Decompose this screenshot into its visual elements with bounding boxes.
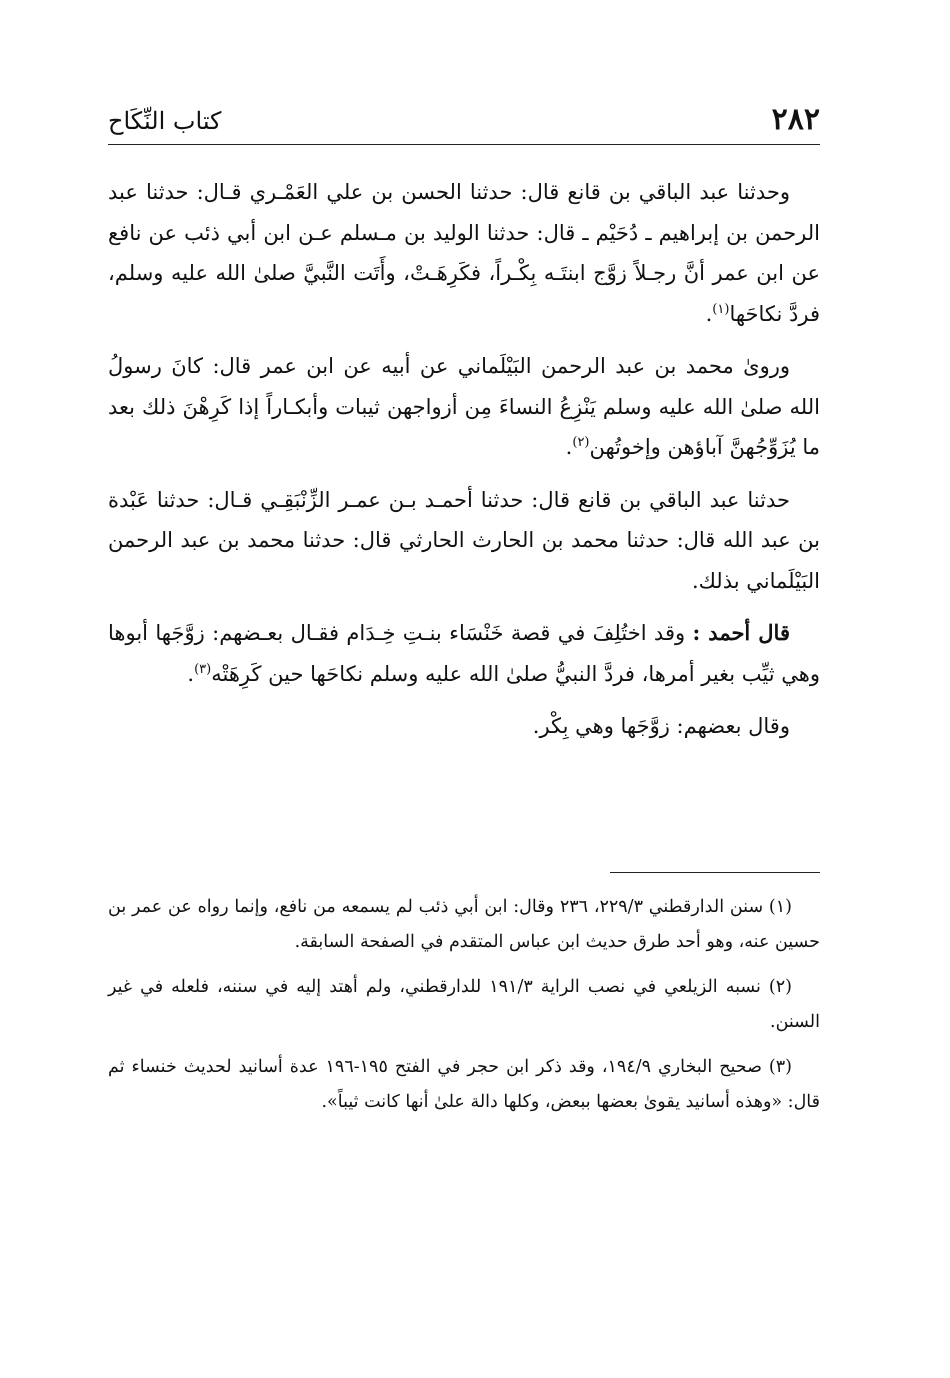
paragraph-text: وحدثنا عبد الباقي بن قانع قال: حدثنا الحسن بن علي العَمْـري قـال: حدثنا عبد الرحمن بن إبراهيم ـ دُحَيْم ـ قال: حدثنا الوليد بن مـسلم عـن ابن أبي ذئب عن نافع عن ابن عمر أنَّ رجـلاً زوَّج ابنتَـه بِكْـراً، فكَرِهَـتْ، وأَتَت النَّبيَّ صلىٰ الله عليه وسلم، فردَّ نكاحَها [108, 180, 820, 326]
footnote-ref-1[interactable]: (١) [712, 301, 730, 317]
paragraph-5 [108, 706, 820, 747]
footnote-3: (٣) صحيح البخاري ١٩٤/٩، وقد ذكر ابن حجر في الفتح ١٩٥-١٩٦ عدة أسانيد لحديث خنساء ثم قال: «وهذه أسانيد يقویٰ بعضها ببعض، وكلها دالة علىٰ أنها كانت ثيباً». [108, 1057, 820, 1112]
paragraph-1 [108, 172, 820, 334]
footnote-separator [610, 872, 820, 873]
paragraph-2 [108, 346, 820, 468]
paragraph-text: حدثنا عبد الباقي بن قانع قال: حدثنا أحمـد بـن عمـر الزِّنْبَقِـي قـال: حدثنا عَبْدة بن عبد الله قال: حدثنا محمد بن الحارث الحارثي قال: حدثنا محمد بن عبد الرحمن البَيْلَماني بذلك. [108, 487, 820, 593]
paragraph-end: . [187, 661, 195, 686]
paragraph-text: ورویٰ محمد بن عبد الرحمن البَيْلَماني عن أبيه عن ابن عمر قال: كانَ رسولُ الله صلىٰ الله عليه وسلم يَنْزِعُ النساءَ مِن أزواجهن ثيبات وأبكـاراً إذا كَرِهْنَ ذلك بعد ما يُزَوِّجُهنَّ آباؤهن وإخوتُهن [108, 354, 820, 459]
paragraph-4 [108, 613, 820, 694]
paragraph-text: وقد اختُلِفَ في قصة خَنْسَاء بنـتِ خِـدَام فقـال بعـضهم: زوَّجَها أبوها وهي ثيِّب بغير أمرها، فردَّ النبيُّ صلىٰ الله عليه وسلم نكاحَها حين كَرِهَتْه [108, 621, 820, 686]
running-title: كتاب النِّكَاح [108, 107, 222, 135]
main-text [108, 172, 820, 759]
page-number: ٢٨٢ [771, 102, 820, 137]
footnote-2: (٢) نسبه الزيلعي في نصب الراية ١٩١/٣ للدارقطني، ولم أهتد إليه في سننه، فلعله في غير السنن. [108, 977, 820, 1032]
footnote-ref-3[interactable]: (٣) [194, 661, 212, 677]
footnotes [108, 890, 820, 1130]
footnote-ref-2[interactable]: (٢) [572, 435, 590, 450]
footnote-1: (١) سنن الدارقطني ٢٢٩/٣، ٢٣٦ وقال: ابن أبي ذئب لم يسمعه من نافع، وإنما رواه عن عمر بن حسين عنه، وهو أحد طرق حديث ابن عباس المتقدم في الصفحة السابقة. [108, 897, 820, 952]
book-page [108, 0, 820, 1378]
paragraph-3 [108, 480, 820, 602]
page-header [108, 100, 820, 145]
paragraph-end: . [565, 435, 573, 459]
paragraph-end: . [705, 301, 713, 326]
paragraph-text: وقال بعضهم: زوَّجَها وهي بِكْر. [532, 714, 790, 738]
speaker-label: قال أحمد : [692, 620, 790, 645]
